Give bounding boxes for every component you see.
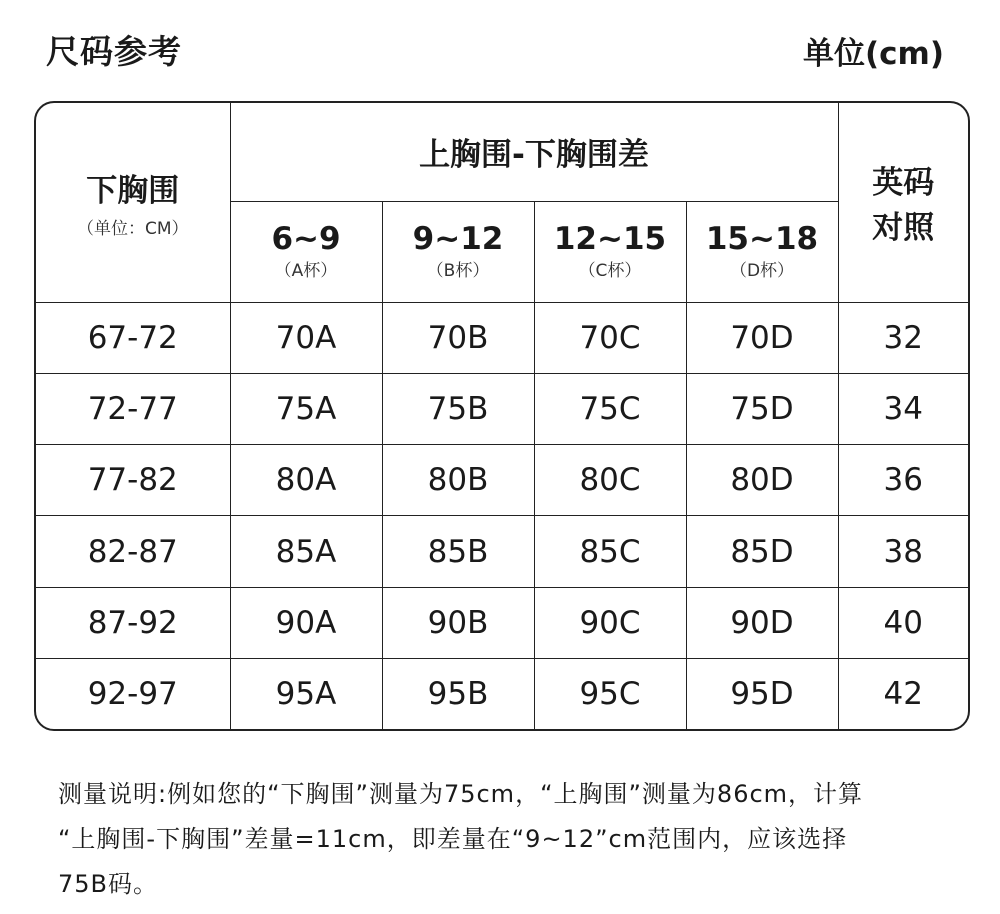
uk-header-line2: 对照 <box>872 210 935 247</box>
size-cell: 70C <box>534 302 686 373</box>
cup-label: （B杯） <box>426 261 490 281</box>
underbust-header <box>36 103 230 302</box>
note-line: 测量说明:例如您的“下胸围”测量为75cm，“上胸围”测量为86cm，计算 <box>58 780 864 808</box>
cup-header-c <box>534 201 686 302</box>
table-row <box>36 373 968 444</box>
table-row <box>36 659 968 729</box>
size-cell: 75B <box>382 373 534 444</box>
cup-label: （C杯） <box>578 261 642 281</box>
size-chart-table <box>36 103 968 729</box>
uk-size-cell: 40 <box>838 587 968 658</box>
underbust-cell: 72-77 <box>36 373 230 444</box>
difference-header <box>230 103 838 201</box>
size-cell: 75A <box>230 373 382 444</box>
note-line: 75B码。 <box>58 870 159 898</box>
underbust-cell: 87-92 <box>36 587 230 658</box>
underbust-cell: 92-97 <box>36 659 230 729</box>
underbust-unit-label: （单位：CM） <box>76 219 189 240</box>
size-cell: 90D <box>686 587 838 658</box>
table-row <box>36 587 968 658</box>
cup-range: 15~18 <box>705 221 819 257</box>
size-cell: 80C <box>534 445 686 516</box>
underbust-cell: 77-82 <box>36 445 230 516</box>
uk-size-cell: 34 <box>838 373 968 444</box>
table-row <box>36 445 968 516</box>
size-cell: 75D <box>686 373 838 444</box>
size-table <box>34 101 970 731</box>
size-cell: 80D <box>686 445 838 516</box>
uk-size-cell: 42 <box>838 659 968 729</box>
size-cell: 70D <box>686 302 838 373</box>
underbust-header-label: 下胸围 <box>86 173 180 210</box>
size-cell: 90C <box>534 587 686 658</box>
table-row <box>36 516 968 587</box>
table-row <box>36 302 968 373</box>
size-cell: 80B <box>382 445 534 516</box>
uk-size-cell: 38 <box>838 516 968 587</box>
size-cell: 70A <box>230 302 382 373</box>
underbust-cell: 67-72 <box>36 302 230 373</box>
cup-range: 6~9 <box>271 221 341 257</box>
size-cell: 95C <box>534 659 686 729</box>
size-cell: 80A <box>230 445 382 516</box>
note-line: “上胸围-下胸围”差量=11cm，即差量在“9~12”cm范围内，应该选择 <box>58 825 848 853</box>
uk-size-cell: 36 <box>838 445 968 516</box>
uk-size-cell: 32 <box>838 302 968 373</box>
size-cell: 85C <box>534 516 686 587</box>
cup-header-a <box>230 201 382 302</box>
measurement-note <box>58 772 958 907</box>
size-cell: 70B <box>382 302 534 373</box>
size-cell: 85B <box>382 516 534 587</box>
cup-header-b <box>382 201 534 302</box>
difference-header-label: 上胸围-下胸围差 <box>419 137 649 174</box>
cup-range: 9~12 <box>412 221 504 257</box>
underbust-cell: 82-87 <box>36 516 230 587</box>
cup-label: （A杯） <box>274 261 338 281</box>
size-cell: 85A <box>230 516 382 587</box>
size-cell: 90A <box>230 587 382 658</box>
cup-label: （D杯） <box>729 261 795 281</box>
cup-range: 12~15 <box>553 221 667 257</box>
uk-header-line1: 英码 <box>872 165 935 202</box>
unit-label: 单位(cm) <box>802 36 944 72</box>
size-cell: 85D <box>686 516 838 587</box>
cup-header-d <box>686 201 838 302</box>
size-cell: 95D <box>686 659 838 729</box>
size-cell: 90B <box>382 587 534 658</box>
page-title: 尺码参考 <box>46 32 182 71</box>
size-cell: 95A <box>230 659 382 729</box>
size-cell: 75C <box>534 373 686 444</box>
size-cell: 95B <box>382 659 534 729</box>
uk-size-header <box>838 103 968 302</box>
